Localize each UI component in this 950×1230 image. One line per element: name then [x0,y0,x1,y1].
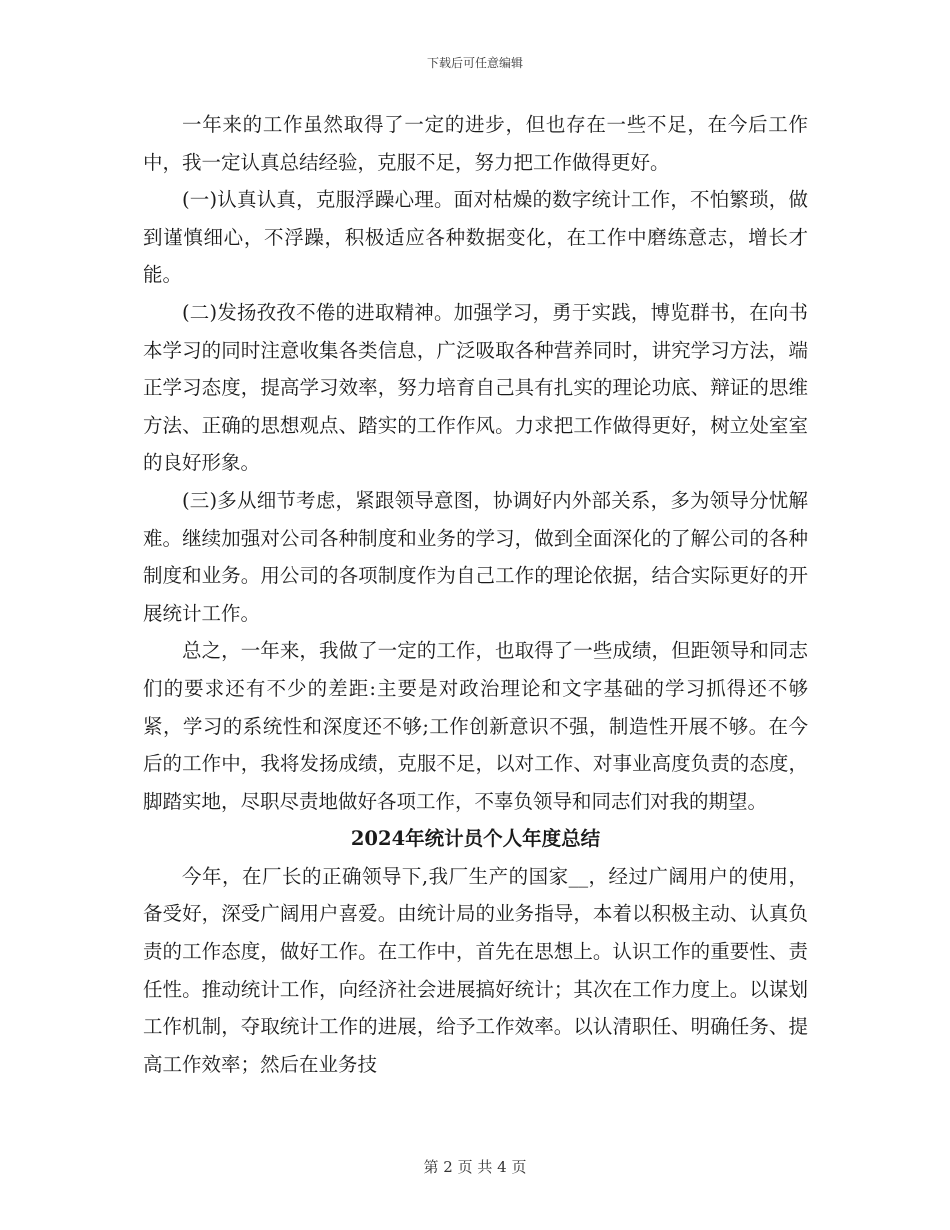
paragraph-section-body: 今年，在厂长的正确领导下,我厂生产的国家__，经过广阔用户的使用，备受好，深受广阔用户喜爱。由统计局的业务指导，本着以积极主动、认真负责的工作态度，做好工作。在工作中，首先在思想上。认识工作的重要性、责任性。推动统计工作，向经济社会进展搞好统计；其次在工作力度上。以谋划工作机制，夺取统计工作的进展，给予工作效率。以认清职任、明确任务、提高工作效率；然后在业务技 [143,864,808,1076]
section-title: 2024年统计员个人年度总结 [350,827,601,851]
document-body [143,106,808,1083]
paragraph-item-1: (一)认真认真，克服浮躁心理。面对枯燥的数字统计工作，不怕繁琐，做到谨慎细心，不浮躁，积极适应各种数据变化，在工作中磨练意志，增长才能。 [143,188,808,287]
page-footer: 第 2 页 共 4 页 [423,1158,527,1176]
paragraph-intro: 一年来的工作虽然取得了一定的进步，但也存在一些不足，在今后工作中，我一定认真总结经验，克服不足，努力把工作做得更好。 [143,113,808,174]
paragraph-item-2: (二)发扬孜孜不倦的进取精神。加强学习，勇于实践，博览群书，在向书本学习的同时注意收集各类信息，广泛吸取各种营养同时，讲究学习方法，端正学习态度，提高学习效率，努力培育自己具有扎实的理论功底、辩证的思维方法、正确的思想观点、踏实的工作作风。力求把工作做得更好，树立处室室的良好形象。 [143,300,808,475]
page-header: 下载后可任意编辑 [426,56,523,70]
paragraph-conclusion: 总之，一年来，我做了一定的工作，也取得了一些成绩，但距领导和同志们的要求还有不少的差距:主要是对政治理论和文字基础的学习抓得还不够紧，学习的系统性和深度还不够;工作创新意识不强，制造性开展不够。在今后的工作中，我将发扬成绩，克服不足，以对工作、对事业高度负责的态度，脚踏实地，尽职尽责地做好各项工作，不辜负领导和同志们对我的期望。 [143,639,808,813]
paragraph-item-3: (三)多从细节考虑，紧跟领导意图，协调好内外部关系，多为领导分忧解难。继续加强对公司各种制度和业务的学习，做到全面深化的了解公司的各种制度和业务。用公司的各项制度作为自己工作的理论依据，结合实际更好的开展统计工作。 [143,488,808,625]
